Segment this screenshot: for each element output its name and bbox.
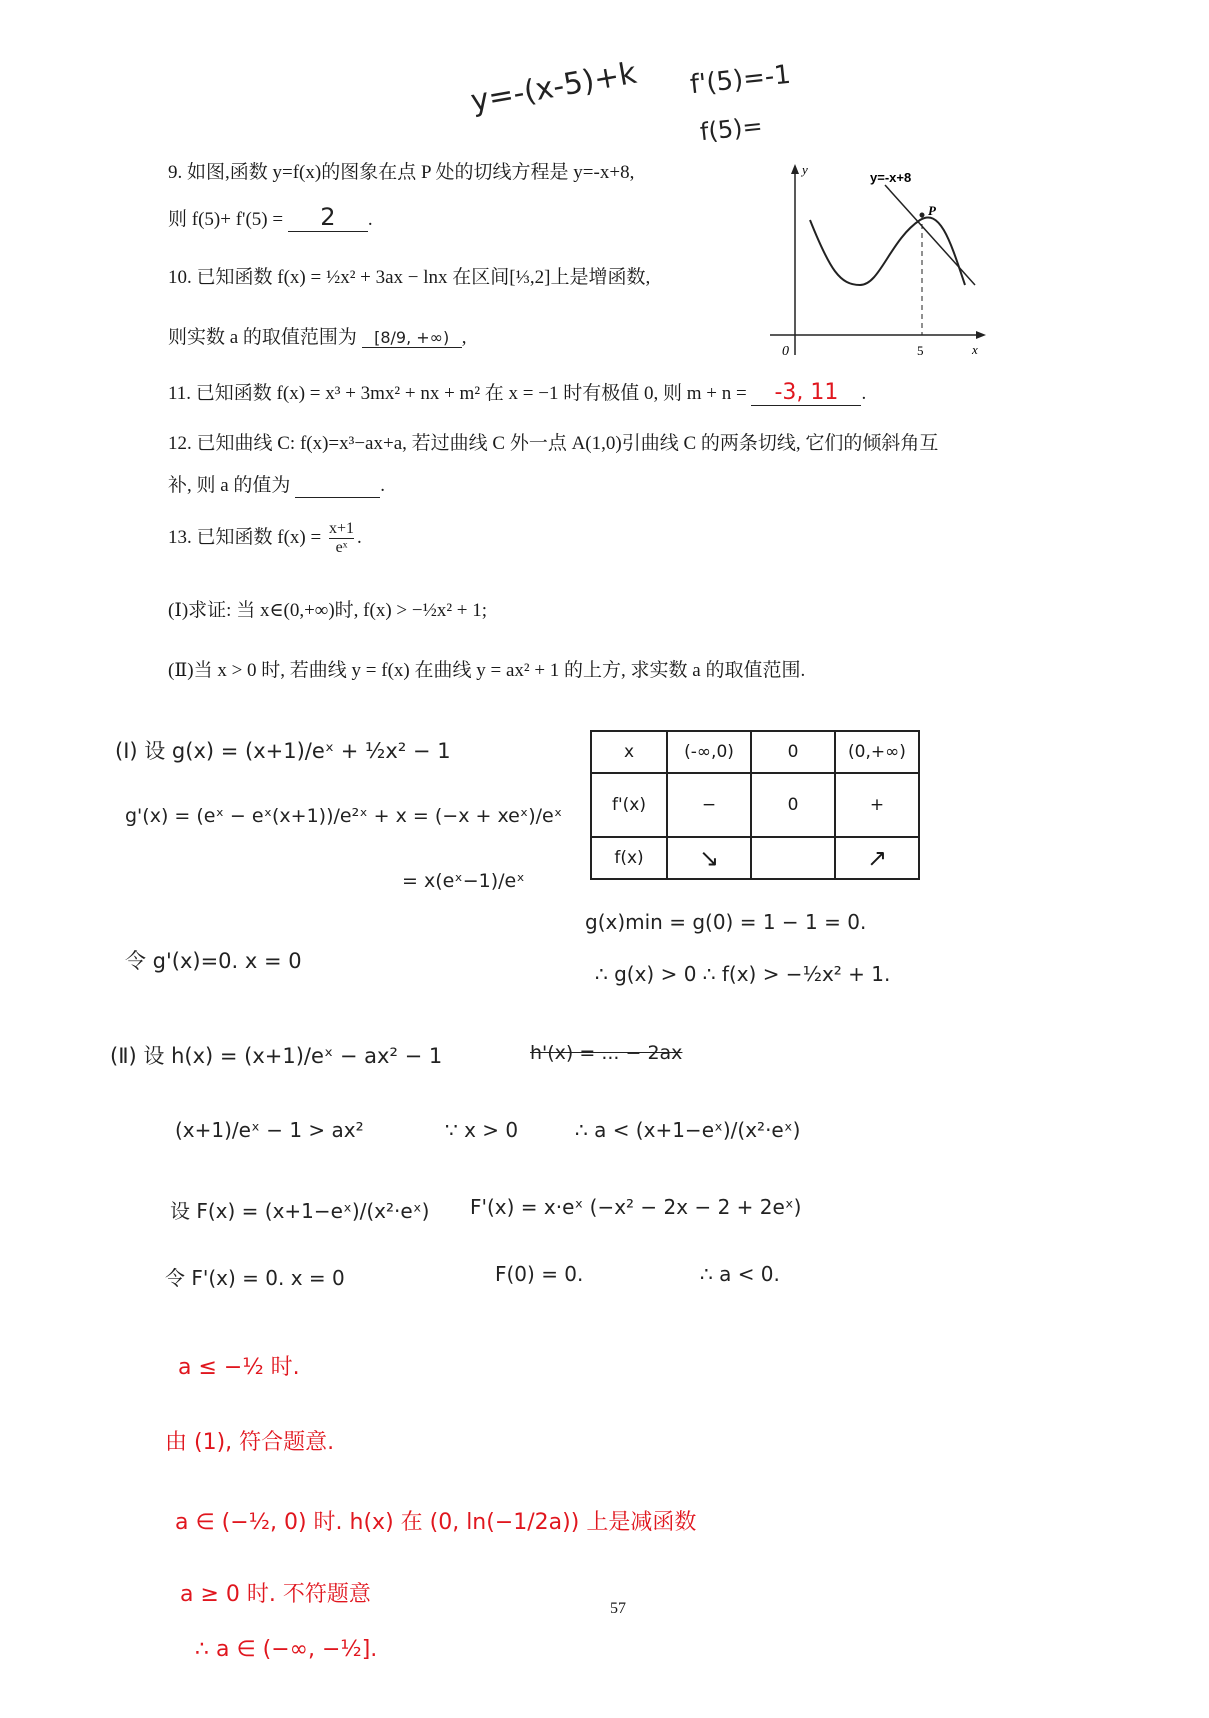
handwritten-fprime-note: f'(5)=-1 bbox=[688, 59, 793, 101]
graph-tangent-label: y=-x+8 bbox=[870, 170, 912, 185]
question-12-prompt: 补, 则 a 的值为 bbox=[168, 475, 291, 496]
table-cell: f'(x) bbox=[591, 773, 667, 837]
question-11-text: 11. 已知函数 f(x) = x³ + 3mx² + nx + m² 在 x = −1 时有极值 0, 则 m + n = bbox=[168, 383, 747, 404]
work2-line4b: F(0) = 0. bbox=[495, 1262, 584, 1286]
question-9-prompt: 则 f(5)+ f'(5) = bbox=[168, 209, 284, 230]
question-10-line2: 则实数 a 的取值范围为 [8/9, +∞) , bbox=[168, 327, 467, 348]
question-13-part1: (Ⅰ)求证: 当 x∈(0,+∞)时, f(x) > −½x² + 1; bbox=[168, 600, 488, 621]
question-11: 11. 已知函数 f(x) = x³ + 3mx² + nx + m² 在 x = −1 时有极值 0, 则 m + n = -3, 11 . bbox=[168, 380, 867, 405]
red-note: a ≤ −½ 时. bbox=[178, 1355, 300, 1380]
graph-origin-label: 0 bbox=[782, 344, 789, 359]
work2-line4c: ∴ a < 0. bbox=[700, 1262, 780, 1286]
work1-line3: = x(eˣ−1)/eˣ bbox=[402, 870, 525, 892]
graph-x-label: x bbox=[972, 342, 978, 357]
question-13-stem-text: 13. 已知函数 f(x) = bbox=[168, 526, 322, 548]
table-cell: (0,+∞) bbox=[835, 731, 919, 773]
graph-point-label: P bbox=[928, 203, 936, 218]
work2-line1: (Ⅱ) 设 h(x) = (x+1)/eˣ − ax² − 1 bbox=[110, 1044, 443, 1068]
work2-line2c: ∴ a < (x+1−eˣ)/(x²·eˣ) bbox=[575, 1118, 801, 1142]
question-10-prompt: 则实数 a 的取值范围为 bbox=[168, 327, 357, 348]
question-11-answer: -3, 11 bbox=[751, 380, 861, 406]
table-cell: ↗ bbox=[835, 837, 919, 879]
red-note: a ∈ (−½, 0) 时. h(x) 在 (0, ln(−1/2a)) 上是减函数 bbox=[175, 1510, 697, 1535]
red-note: 由 (1), 符合题意. bbox=[165, 1430, 335, 1455]
question-12-line2: 补, 则 a 的值为 . bbox=[168, 475, 385, 496]
question-12-answer-blank bbox=[295, 475, 380, 498]
sign-table bbox=[590, 730, 920, 880]
work2-line4: 令 F'(x) = 0. x = 0 bbox=[165, 1266, 345, 1290]
question-10-answer: [8/9, +∞) bbox=[362, 328, 462, 348]
table-cell: ↘ bbox=[667, 837, 751, 879]
work2-line2b: ∵ x > 0 bbox=[445, 1118, 519, 1142]
graph-tick-5: 5 bbox=[917, 343, 924, 358]
table-cell: 0 bbox=[751, 773, 835, 837]
handwritten-tangent-note: y=-(x-5)+k bbox=[468, 55, 640, 120]
handwritten-f5-note: f(5)= bbox=[698, 111, 764, 147]
graph-y-label: y bbox=[802, 162, 808, 177]
question-13-numerator: x+1 bbox=[328, 520, 354, 537]
table-cell bbox=[751, 837, 835, 879]
red-note: a ≥ 0 时. 不符题意 bbox=[180, 1582, 371, 1607]
page-number: 57 bbox=[610, 1600, 626, 1617]
work2-struck: h'(x) = ... − 2ax bbox=[530, 1042, 683, 1064]
table-cell: + bbox=[835, 773, 919, 837]
red-note: ∴ a ∈ (−∞, −½]. bbox=[195, 1637, 378, 1662]
sign-table-function-row bbox=[591, 837, 919, 879]
question-9-answer: 2 bbox=[288, 203, 368, 232]
table-cell: f(x) bbox=[591, 837, 667, 879]
question-13-part2: (Ⅱ)当 x > 0 时, 若曲线 y = f(x) 在曲线 y = ax² + 1 的上方, 求实数 a 的取值范围. bbox=[168, 660, 806, 681]
table-cell: x bbox=[591, 731, 667, 773]
question-10-text: 10. 已知函数 f(x) = ½x² + 3ax − lnx 在区间[⅓,2]上是增函数, bbox=[168, 267, 651, 288]
question-13-stem: 13. 已知函数 f(x) = $\frac{x+1}{\text{eˣ}}$ . bbox=[168, 520, 362, 556]
question-9-line2: 则 f(5)+ f'(5) = 2 . bbox=[168, 203, 373, 231]
work1-min: g(x)min = g(0) = 1 − 1 = 0. bbox=[585, 910, 867, 934]
work1-line1: (Ⅰ) 设 g(x) = (x+1)/eˣ + ½x² − 1 bbox=[115, 739, 451, 763]
work2-line3: 设 F(x) = (x+1−eˣ)/(x²·eˣ) bbox=[170, 1199, 430, 1223]
table-cell: 0 bbox=[751, 731, 835, 773]
work1-line4: 令 g'(x)=0. x = 0 bbox=[125, 949, 302, 973]
table-cell: (-∞,0) bbox=[667, 731, 751, 773]
sign-table-header-row bbox=[591, 731, 919, 773]
table-cell: − bbox=[667, 773, 751, 837]
work2-line3b: F'(x) = x·eˣ (−x² − 2x − 2 + 2eˣ) bbox=[470, 1195, 802, 1219]
work1-conclusion: ∴ g(x) > 0 ∴ f(x) > −½x² + 1. bbox=[595, 962, 891, 986]
question-13-fraction bbox=[329, 520, 354, 557]
question-9-text: 9. 如图,函数 y=f(x)的图象在点 P 处的切线方程是 y=-x+8, bbox=[168, 162, 635, 183]
sign-table-derivative-row bbox=[591, 773, 919, 837]
question-12-line1: 12. 已知曲线 C: f(x)=x³−ax+a, 若过曲线 C 外一点 A(1,0)引曲线 C 的两条切线, 它们的倾斜角互 bbox=[168, 433, 939, 454]
work1-line2: g'(x) = (eˣ − eˣ(x+1))/e²ˣ + x = (−x + xeˣ)/eˣ bbox=[125, 805, 563, 827]
function-graph bbox=[760, 160, 990, 360]
question-13-denominator: eˣ bbox=[335, 539, 348, 556]
work2-line2: (x+1)/eˣ − 1 > ax² bbox=[175, 1118, 364, 1142]
